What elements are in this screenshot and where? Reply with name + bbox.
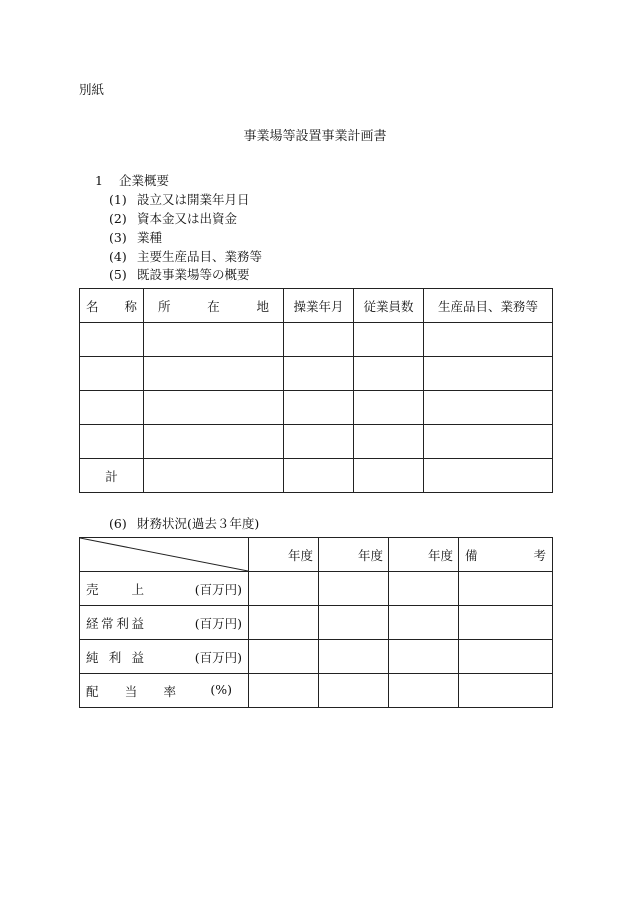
section-1-heading	[95, 171, 169, 189]
list-item: (4) 主要生産品目、業務等	[109, 249, 263, 264]
total-label: 計	[80, 459, 144, 493]
list-item: (3) 業種	[109, 230, 163, 245]
diagonal-line	[80, 538, 248, 571]
list-item: (2) 資本金又は出資金	[109, 211, 238, 226]
table-row	[80, 674, 553, 708]
total-row	[80, 459, 553, 493]
document-title: 事業場等設置事業計画書	[243, 129, 387, 144]
row-label-dividend-rate: 配 当 率 (%)	[80, 674, 249, 708]
diagonal-header-cell	[80, 538, 249, 572]
table-row	[80, 606, 553, 640]
table-row	[80, 357, 553, 391]
finance-table	[79, 537, 553, 708]
table-header-row	[80, 289, 553, 323]
table-row	[80, 425, 553, 459]
finance-heading: (6) 財務状況(過去３年度)	[109, 516, 260, 531]
row-label-net-profit: 純 利 益 (百万円)	[80, 640, 249, 674]
facilities-table	[79, 288, 553, 493]
header-year-1: 年度	[249, 538, 319, 572]
table-row	[80, 323, 553, 357]
header-employees: 従業員数	[354, 289, 424, 323]
header-year-3: 年度	[389, 538, 459, 572]
section-title: 企業概要	[118, 173, 169, 188]
header-location: 所 在 地	[144, 289, 284, 323]
header-year-2: 年度	[319, 538, 389, 572]
list-item: (5) 既設事業場等の概要	[109, 267, 250, 282]
table-header-row	[80, 538, 553, 572]
attachment-label: 別紙	[79, 82, 105, 97]
table-row	[80, 640, 553, 674]
list-item: (1) 設立又は開業年月日	[109, 192, 250, 207]
header-remarks: 備 考	[459, 538, 553, 572]
header-start-date: 操業年月	[284, 289, 354, 323]
row-label-ordinary-profit: 経 常 利 益 (百万円)	[80, 606, 249, 640]
header-products: 生産品目、業務等	[424, 289, 553, 323]
table-row	[80, 391, 553, 425]
table-row	[80, 572, 553, 606]
row-label-sales: 売 上 (百万円)	[80, 572, 249, 606]
section-number: 1	[95, 173, 103, 188]
header-name: 名 称	[80, 289, 144, 323]
